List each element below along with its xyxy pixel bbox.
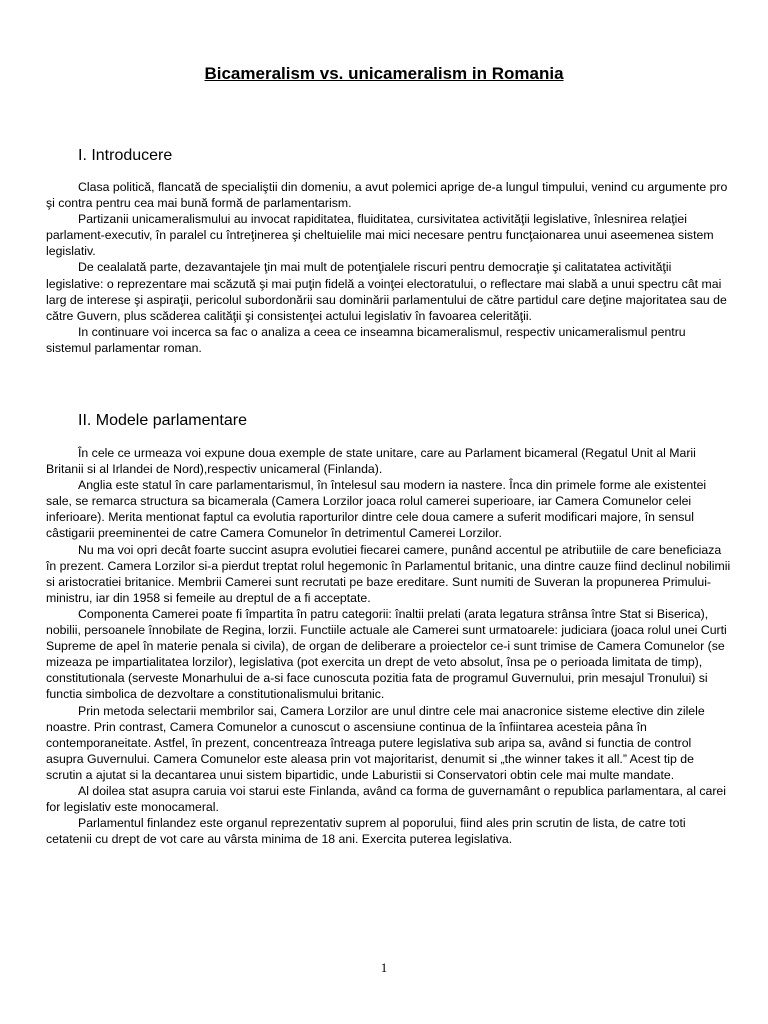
paragraph: Componenta Camerei poate fi împartita în patru categorii: înaltii prelati (arata legatura strânsa între Stat si Biserica), nobilii, persoanele înnobilate de Regina, lorzii. Functiile actuale ale Camerei sunt urmatoarele: judiciara (joaca rolul unei Curti Supreme de apel în materie penala si civila), de organ de deliberare a proiectelor ce-i sunt trimise de Camera Comunelor (se mizeaza pe impartialitatea lorzilor), legislativa (pot exercita un drept de veto absolut, însa pe o perioada limitata de timp), constitutionala (serveste Monarhului de a-si face cunoscuta pozitia fata de programul Guvernului, prin mesajul Tronului) si functia simbolica de dezvoltare a constitutionalismului britanic. bbox=[46, 606, 727, 702]
paragraph: De cealalată parte, dezavantajele ţin mai mult de potenţialele riscuri pentru democraţie şi calitatatea activităţii legislative: o reprezentare mai scăzută şi mai puţin fidelă a voinţei electoratului, o reflectare mai slabă a unui spectru cât mai larg de interese şi aspiraţii, pericolul subordonării sau dominării parlamentului de către partidul care deţine majoritatea sau de către Guvern, plus scăderea calităţii şi consistenţei actului legislativ în favoarea celerităţii. bbox=[46, 260, 727, 323]
paragraph: In continuare voi incerca sa fac o analiza a ceea ce inseamna bicameralismul, respectiv unicameralismul pentru sistemul parlamentar roman. bbox=[46, 324, 686, 355]
paragraph: În cele ce urmeaza voi expune doua exemple de state unitare, care au Parlament bicameral (Regatul Unit al Marii Britanii si al Irlandei de Nord),respectiv unicameral (Finlanda). bbox=[46, 446, 696, 477]
paragraph: Nu ma voi opri decât foarte succint asupra evolutiei fiecarei camere, punând accentul pe atributiile de care beneficiaza în prezent. Camera Lorzilor si-a pierdut treptat rolul hegemonic în Parlamentul britanic, una dintre cauze fiind declinul nobilimii si aristocratiei britanice. Membrii Camerei sunt recrutati pe baze ereditare. Sunt numiti de Suveran la propunerea Primului-ministru, iar din 1958 si femeile au dreptul de a fi acceptate. bbox=[46, 542, 731, 605]
paragraph: Clasa politică, flancată de specialiştii din domeniu, a avut polemici aprige de-a lungul timpului, venind cu argumente pro şi contra pentru cea mai bună formă de parlamentarism. bbox=[46, 180, 728, 211]
paragraph: Parlamentul finlandez este organul reprezentativ suprem al poporului, fiind ales prin scrutin de lista, de catre toti cetatenii cu drept de vot care au vârsta minima de 18 ani. Exercita puterea legislativa. bbox=[46, 816, 686, 847]
paragraph: Al doilea stat asupra caruia voi starui este Finlanda, având ca forma de guvernamânt o republica parlamentara, al carei for legislativ este monocameral. bbox=[46, 783, 726, 815]
paragraph: Prin metoda selectarii membrilor sai, Camera Lorzilor are unul dintre cele mai anacronice sisteme elective din zilele noastre. Prin contrast, Camera Comunelor a cunoscut o ascensiune continua de la înfiintarea acesteia pâna în contemporaneitate. Astfel, în prezent, concentreaza întreaga putere legislativa sub aripa sa, având si functia de control asupra Guvernului. Camera Comunelor este aleasa prin vot majoritarist, denumit si „the winner takes it all.” Acest tip de scrutin a ajutat si la decantarea unui sistem bipartidic, unde Laburistii si Conservatori obtin cele mai multe mandate. bbox=[46, 703, 705, 782]
paragraph: Partizanii unicameralismului au invocat rapiditatea, fluiditatea, cursivitatea activităţii legislative, înlesnirea relaţiei parlament-executiv, în paralel cu întreţinerea şi cheltuielile mai mici necesare pentru funcţaionarea unui aseemenea sistem legislativ. bbox=[46, 212, 714, 259]
paragraph: Anglia este statul în care parlamentarismul, în întelesul sau modern ia nastere. Înca din primele forme ale existentei sale, se remarca structura sa bicamerala (Camera Lorzilor joaca rolul camerei superioare, iar Camera Comunelor celei inferioare). Merita mentionat faptul ca evolutia raporturilor dintre cele doua camere a suferit modificari majore, în sensul câstigarii preeminentei de catre Camera Comunelor în detrimentul Camerei Lorzilor. bbox=[46, 478, 707, 541]
section-body-introducere bbox=[46, 179, 732, 356]
document-title: Bicameralism vs. unicameralism in Romania bbox=[204, 64, 564, 83]
page-number: 1 bbox=[380, 960, 388, 975]
section-heading-modele-parlamentare: II. Modele parlamentare bbox=[78, 412, 247, 429]
section-heading-introducere: I. Introducere bbox=[78, 147, 173, 164]
section-body-modele-parlamentare bbox=[46, 445, 732, 847]
